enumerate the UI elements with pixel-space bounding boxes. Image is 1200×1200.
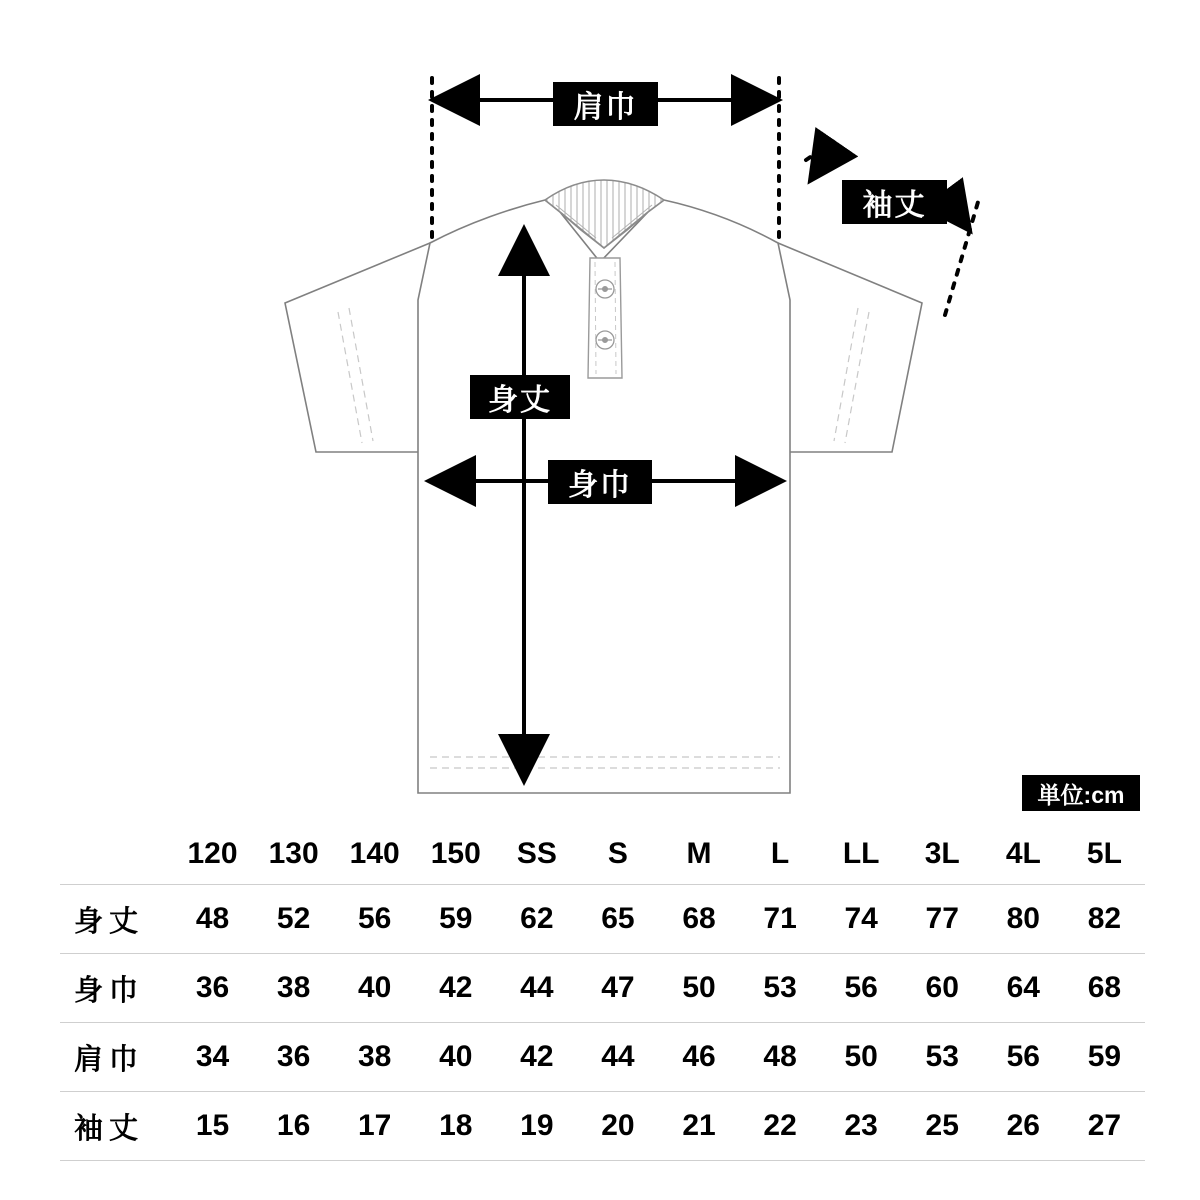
col-header-m: M bbox=[686, 837, 712, 870]
col-header-120: 120 bbox=[187, 837, 238, 870]
cell-body-width-3l: 60 bbox=[925, 971, 959, 1004]
cell-sleeve-length-m: 21 bbox=[682, 1109, 716, 1142]
table-row bbox=[60, 1092, 1145, 1161]
cell-shoulder-width-ll: 50 bbox=[844, 1040, 878, 1073]
cell-shoulder-width-130: 36 bbox=[276, 1040, 311, 1073]
table-header-row bbox=[60, 824, 1145, 885]
cell-shoulder-width-120: 34 bbox=[195, 1040, 230, 1073]
cell-body-width-5l: 68 bbox=[1087, 971, 1122, 1004]
cell-body-width-130: 38 bbox=[276, 971, 311, 1004]
cell-sleeve-length-4l: 26 bbox=[1006, 1109, 1040, 1142]
cell-sleeve-length-3l: 25 bbox=[925, 1109, 959, 1142]
cell-body-length-150: 59 bbox=[439, 902, 473, 935]
cell-body-width-120: 36 bbox=[195, 971, 230, 1004]
cell-sleeve-length-l: 22 bbox=[763, 1109, 797, 1142]
cell-body-length-130: 52 bbox=[276, 902, 311, 935]
col-header-4l: 4L bbox=[1005, 837, 1041, 870]
cell-sleeve-length-ll: 23 bbox=[844, 1109, 878, 1142]
cell-body-length-ss: 62 bbox=[520, 902, 554, 935]
cell-shoulder-width-m: 46 bbox=[682, 1040, 716, 1073]
table-corner-cell bbox=[60, 824, 172, 885]
cell-sleeve-length-140: 17 bbox=[358, 1109, 392, 1142]
cell-shoulder-width-4l: 56 bbox=[1006, 1040, 1040, 1073]
col-header-150: 150 bbox=[430, 837, 481, 870]
cell-sleeve-length-ss: 19 bbox=[520, 1109, 554, 1142]
size-table bbox=[60, 824, 1145, 1161]
table-row bbox=[60, 954, 1145, 1023]
label-body-length: 身丈 bbox=[470, 375, 570, 419]
col-header-140: 140 bbox=[349, 837, 400, 870]
label-shoulder-width: 肩巾 bbox=[553, 82, 658, 126]
cell-shoulder-width-5l: 59 bbox=[1087, 1040, 1122, 1073]
unit-badge: 単位:cm bbox=[1022, 775, 1140, 811]
cell-sleeve-length-120: 15 bbox=[195, 1109, 230, 1142]
cell-shoulder-width-ss: 42 bbox=[520, 1040, 554, 1073]
cell-body-length-120: 48 bbox=[195, 902, 230, 935]
cell-sleeve-length-150: 18 bbox=[439, 1109, 473, 1142]
col-header-3l: 3L bbox=[924, 837, 960, 870]
cell-body-width-140: 40 bbox=[358, 971, 392, 1004]
col-header-ll: LL bbox=[842, 837, 880, 870]
col-header-ss: SS bbox=[516, 837, 557, 870]
cell-sleeve-length-130: 16 bbox=[276, 1109, 311, 1142]
cell-body-length-3l: 77 bbox=[925, 902, 959, 935]
cell-shoulder-width-3l: 53 bbox=[925, 1040, 959, 1073]
cell-body-length-s: 65 bbox=[601, 902, 635, 935]
row-label-shoulder-width: 肩巾 bbox=[74, 1043, 145, 1076]
cell-body-length-5l: 82 bbox=[1087, 902, 1122, 935]
cell-body-length-4l: 80 bbox=[1006, 902, 1040, 935]
row-label-sleeve-length: 袖丈 bbox=[74, 1112, 145, 1145]
col-header-5l: 5L bbox=[1086, 837, 1122, 870]
cell-sleeve-length-5l: 27 bbox=[1087, 1109, 1122, 1142]
cell-shoulder-width-140: 38 bbox=[358, 1040, 392, 1073]
table-row bbox=[60, 885, 1145, 954]
label-body-width: 身巾 bbox=[548, 460, 652, 504]
cell-body-length-m: 68 bbox=[682, 902, 716, 935]
cell-sleeve-length-s: 20 bbox=[601, 1109, 635, 1142]
cell-shoulder-width-l: 48 bbox=[763, 1040, 797, 1073]
row-label-body-width: 身巾 bbox=[74, 974, 145, 1007]
cell-body-width-s: 47 bbox=[601, 971, 635, 1004]
col-header-s: S bbox=[607, 837, 628, 870]
cell-body-length-140: 56 bbox=[358, 902, 392, 935]
size-table-container bbox=[60, 824, 1145, 1161]
cell-body-width-l: 53 bbox=[763, 971, 797, 1004]
row-label-body-length: 身丈 bbox=[74, 905, 145, 938]
col-header-130: 130 bbox=[268, 837, 319, 870]
cell-shoulder-width-s: 44 bbox=[601, 1040, 635, 1073]
table-row bbox=[60, 1023, 1145, 1092]
cell-body-length-ll: 74 bbox=[844, 902, 878, 935]
col-header-l: L bbox=[770, 837, 790, 870]
label-sleeve-length: 袖丈 bbox=[842, 180, 947, 224]
cell-body-width-m: 50 bbox=[682, 971, 716, 1004]
cell-body-width-150: 42 bbox=[439, 971, 473, 1004]
cell-body-length-l: 71 bbox=[763, 902, 797, 935]
cell-body-width-ll: 56 bbox=[844, 971, 878, 1004]
cell-shoulder-width-150: 40 bbox=[439, 1040, 473, 1073]
cell-body-width-4l: 64 bbox=[1006, 971, 1040, 1004]
cell-body-width-ss: 44 bbox=[520, 971, 554, 1004]
